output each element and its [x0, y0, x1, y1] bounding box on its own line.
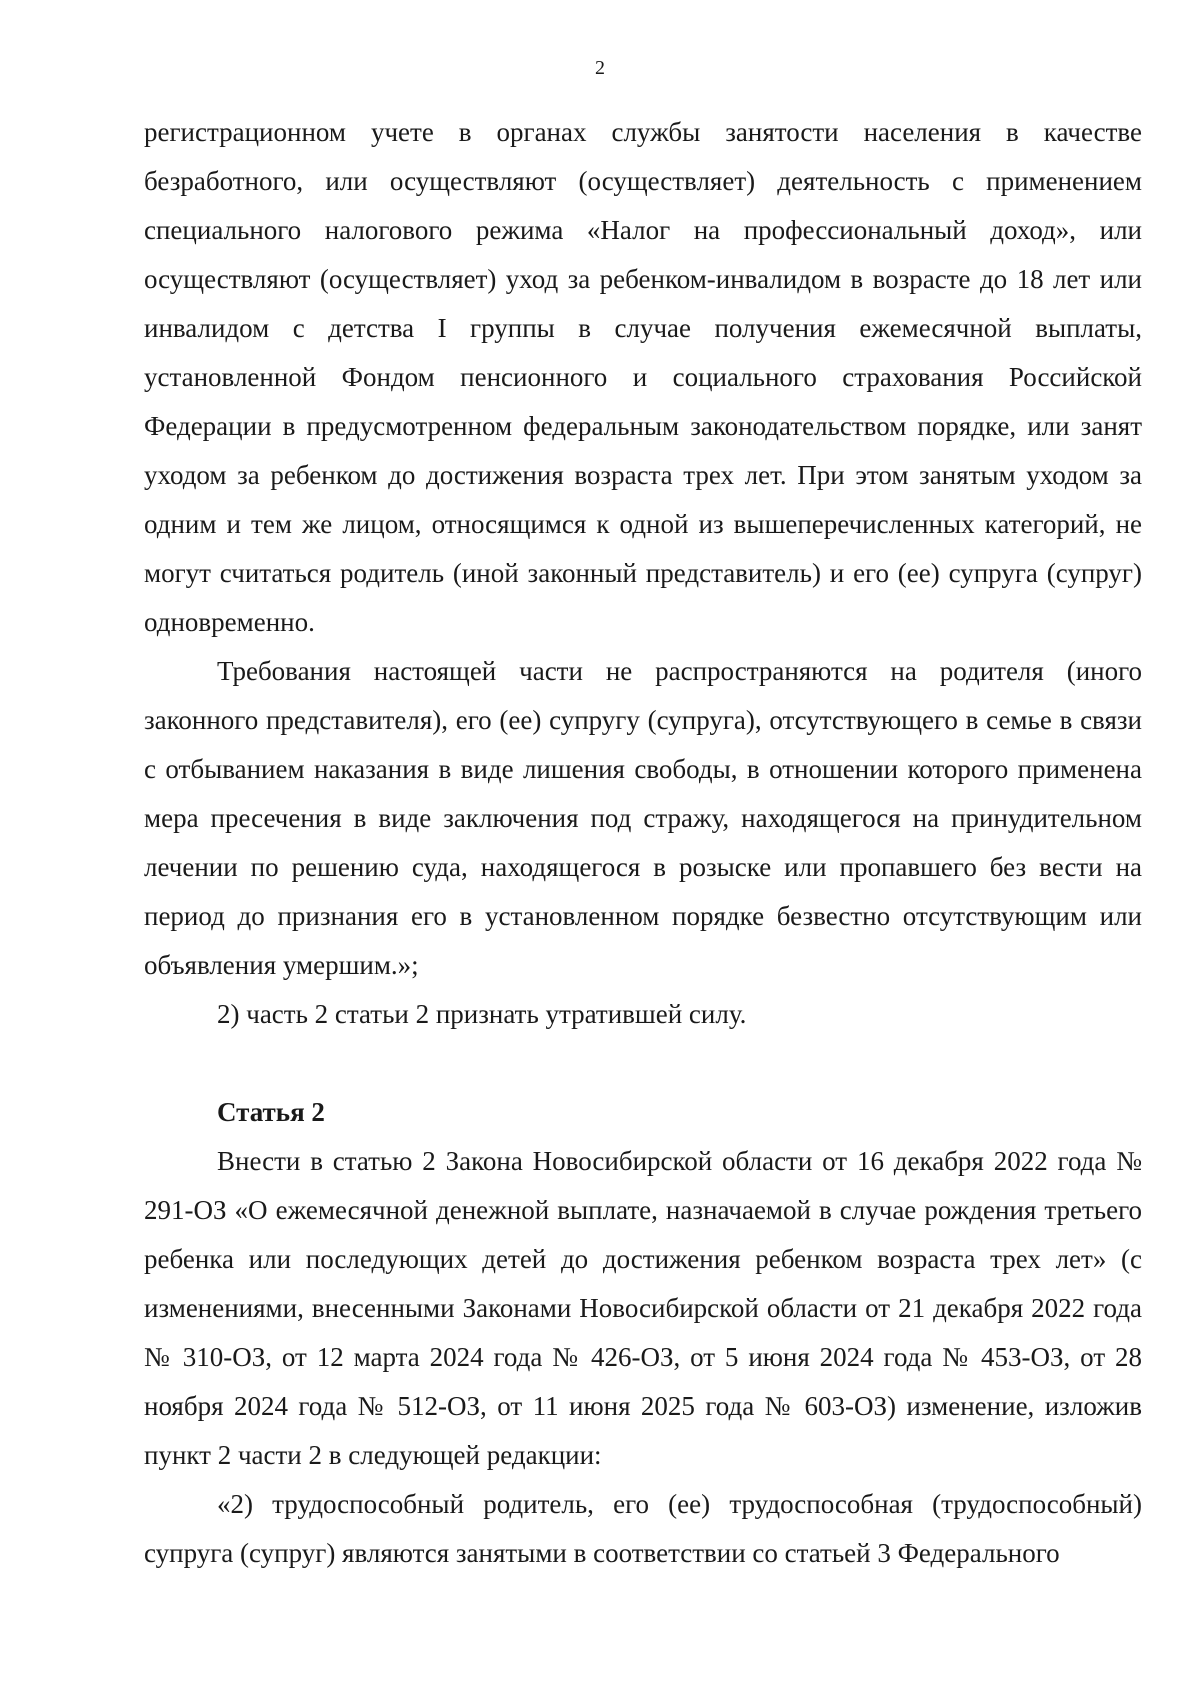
article-heading: Статья 2 — [217, 1097, 325, 1127]
document-body — [144, 108, 1142, 1578]
paragraph-new-wording: «2) трудоспособный родитель, его (ее) трудоспособная (трудоспособный) супруга (супруг) являются занятыми в соответствии со статьей 3 Федерального — [144, 1489, 1142, 1568]
paragraph-amendment: Внести в статью 2 Закона Новосибирской области от 16 декабря 2022 года № 291-ОЗ «О ежемесячной денежной выплате, назначаемой в случае рождения третьего ребенка или последующих детей до достижения ребенком возраста трех лет» (с изменениями, внесенными Законами Новосибирской области от 21 декабря 2022 года № 310-ОЗ, от 12 марта 2024 года № 426-ОЗ, от 5 июня 2024 года № 453-ОЗ, от 28 ноября 2024 года № 512-ОЗ, от 11 июня 2025 года № 603-ОЗ) изменение, изложив пункт 2 части 2 в следующей редакции: — [144, 1146, 1142, 1470]
paragraph-continuation: регистрационном учете в органах службы занятости населения в качестве безработного, или осуществляют (осуществляет) деятельность с применением специального налогового режима «Налог на профессиональный доход», или осуществляют (осуществляет) уход за ребенком-инвалидом в возрасте до 18 лет или инвалидом с детства I группы в случае получения ежемесячной выплаты, установленной Фондом пенсионного и социального страхования Российской Федерации в предусмотренном федеральным законодательством порядке, или занят уходом за ребенком до достижения возраста трех лет. При этом занятым уходом за одним и тем же лицом, относящимся к одной из вышеперечисленных категорий, не могут считаться родитель (иной законный представитель) и его (ее) супруга (супруг) одновременно. — [144, 117, 1142, 637]
section-gap — [144, 1039, 1142, 1088]
paragraph-requirements: Требования настоящей части не распространяются на родителя (иного законного представителя), его (ее) супругу (супруга), отсутствующего в семье в связи с отбыванием наказания в виде лишения свободы, в отношении которого применена мера пресечения в виде заключения под стражу, находящегося на принудительном лечении по решению суда, находящегося в розыске или пропавшего без вести на период до признания его в установленном порядке безвестно отсутствующим или объявления умершим.»; — [144, 656, 1142, 980]
paragraph-item-2: 2) часть 2 статьи 2 признать утратившей силу. — [217, 999, 747, 1029]
page-number: 2 — [595, 57, 605, 79]
